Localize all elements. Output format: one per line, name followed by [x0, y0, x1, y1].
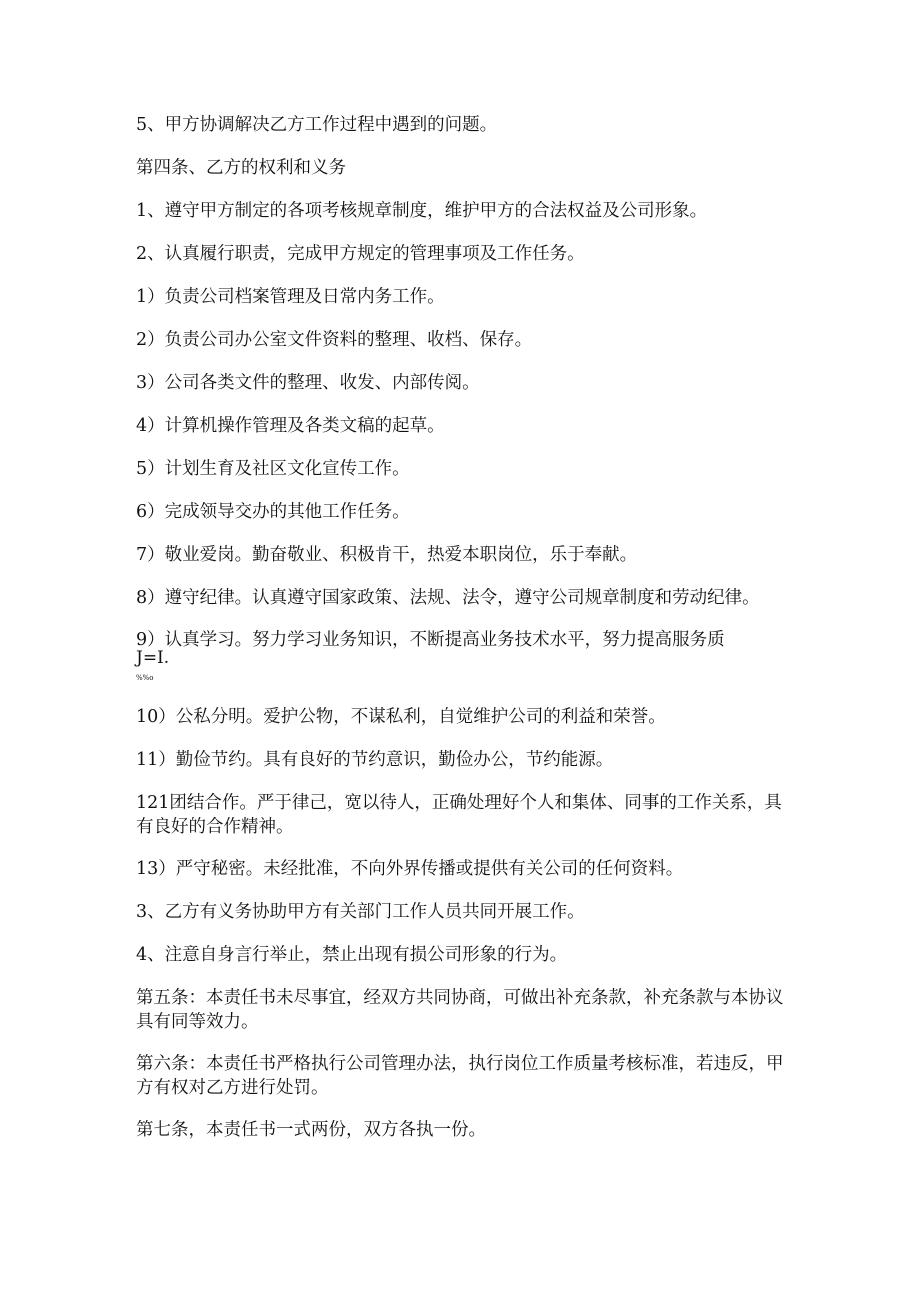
ocr-artifact: [136, 650, 786, 687]
list-item-13: 13）严守秘密。未经批准，不向外界传播或提供有关公司的任何资料。: [136, 859, 684, 879]
list-item-5: 5）计划生育及社区文化宣传工作。: [136, 459, 410, 479]
paragraph-18: 3、乙方有义务协助甲方有关部门工作人员共同开展工作。: [136, 902, 585, 922]
ocr-artifact-line1: J=I.: [136, 648, 170, 668]
list-item-1: 1）负责公司档案管理及日常内务工作。: [136, 287, 445, 307]
list-item-6: 6）完成领导交办的其他工作任务。: [136, 502, 410, 522]
paragraph-4: 2、认真履行职责，完成甲方规定的管理事项及工作任务。: [136, 244, 585, 264]
list-item-9: [136, 628, 786, 687]
section-article-7: 第七条，本责任书一式两份，双方各执一份。: [136, 1120, 486, 1140]
list-item-4: 4）计算机操作管理及各类文稿的起草。: [136, 416, 445, 436]
list-item-3: 3）公司各类文件的整理、收发、内部传阅。: [136, 373, 480, 393]
list-item-7: 7）敬业爱岗。勤奋敬业、积极肯干，热爱本职岗位，乐于奉献。: [136, 545, 638, 565]
paragraph-1: 5、甲方协调解决乙方工作过程中遇到的问题。: [136, 115, 498, 135]
list-item-2: 2）负责公司办公室文件资料的整理、收档、保存。: [136, 330, 533, 350]
ocr-artifact-line2: %%o: [136, 674, 154, 682]
section-heading-article-4: 第四条、乙方的权利和义务: [136, 158, 346, 178]
section-article-5: 第五条：本责任书未尽事宜，经双方共同协商，可做出补充条款，补充条款与本协议具有同等效力。: [136, 988, 784, 1032]
document-body: [136, 113, 786, 1161]
paragraph-3: 1、遵守甲方制定的各项考核规章制度，维护甲方的合法权益及公司形象。: [136, 201, 708, 221]
list-item-10: 10）公私分明。爱护公物，不谋私利，自觉维护公司的利益和荣誉。: [136, 707, 666, 727]
list-item-8: 8）遵守纪律。认真遵守国家政策、法规、法令，遵守公司规章制度和劳动纪律。: [136, 588, 760, 608]
section-article-6: 第六条：本责任书严格执行公司管理办法，执行岗位工作质量考核标准，若违反，甲方有权对乙方进行处罚。: [136, 1054, 784, 1098]
list-item-12: 121团结合作。严于律己，宽以待人，正确处理好个人和集体、同事的工作关系，具有良好的合作精神。: [136, 793, 782, 837]
list-item-9-text: 9）认真学习。努力学习业务知识，不断提高业务技术水平，努力提高服务质: [136, 630, 725, 650]
list-item-11: 11）勤俭节约。具有良好的节约意识，勤俭办公，节约能源。: [136, 750, 614, 770]
paragraph-19: 4、注意自身言行举止，禁止出现有损公司形象的行为。: [136, 945, 568, 965]
